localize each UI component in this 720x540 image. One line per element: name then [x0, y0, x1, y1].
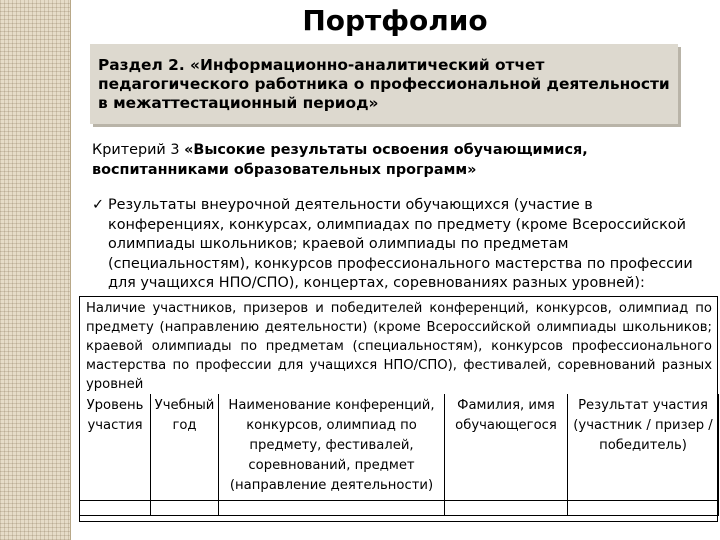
section-line-3: в межаттестационный период»	[98, 94, 379, 112]
table-cell[interactable]	[151, 501, 219, 516]
table-cell[interactable]	[80, 501, 151, 516]
table-cell[interactable]	[219, 501, 445, 516]
table-cell[interactable]	[568, 501, 719, 516]
page-title: Портфолио	[302, 4, 488, 37]
checkmark-icon: ✓	[92, 197, 105, 213]
portfolio-table	[79, 394, 719, 516]
section-line-1: Раздел 2. «Информационно-аналитический отчет	[98, 56, 545, 74]
section-line-2: педагогического работника о профессиональной деятельности	[98, 75, 670, 93]
section-box	[90, 44, 678, 124]
results-paragraph	[92, 196, 708, 294]
criterion-text	[92, 140, 712, 180]
criterion-title: «Высокие результаты освоения обучающимися, воспитанниками образовательных программ»	[92, 142, 588, 178]
decorative-sidebar	[0, 0, 71, 540]
column-header-level: Уровень участия	[80, 394, 151, 501]
column-header-result: Результат участия (участник / призер / победитель)	[568, 394, 719, 501]
column-header-student-name: Фамилия, имя обучающегося	[445, 394, 568, 501]
results-text: Результаты внеурочной деятельности обучающихся (участие в конференциях, конкурсах, олимпиадах по предмету (кроме Всероссийской олимпиады школьников; краевой олимпиады по предметам (специальностям), конкурсов профессионального мастерства по профессии для учащихся НПО/СПО), концертах, соревнованиях разных уровней):	[108, 197, 693, 291]
table-header-row	[80, 394, 719, 501]
column-header-year: Учебный год	[151, 394, 219, 501]
table-caption: Наличие участников, призеров и победителей конференций, конкурсов, олимпиад по предмету (направлению деятельности) (кроме Всероссийской олимпиады школьников; краевой олимпиады по предметам (специальностям), конкурсов профессионального мастерства по профессии для учащихся НПО/СПО), фестивалей, соревнований разных уровней	[86, 301, 712, 392]
table-row	[80, 501, 719, 516]
table-cell[interactable]	[445, 501, 568, 516]
column-header-event-name: Наименование конференций, конкурсов, олимпиад по предмету, фестивалей, соревнований, предмет (направление деятельности)	[219, 394, 445, 501]
criterion-prefix: Критерий 3	[92, 142, 185, 158]
